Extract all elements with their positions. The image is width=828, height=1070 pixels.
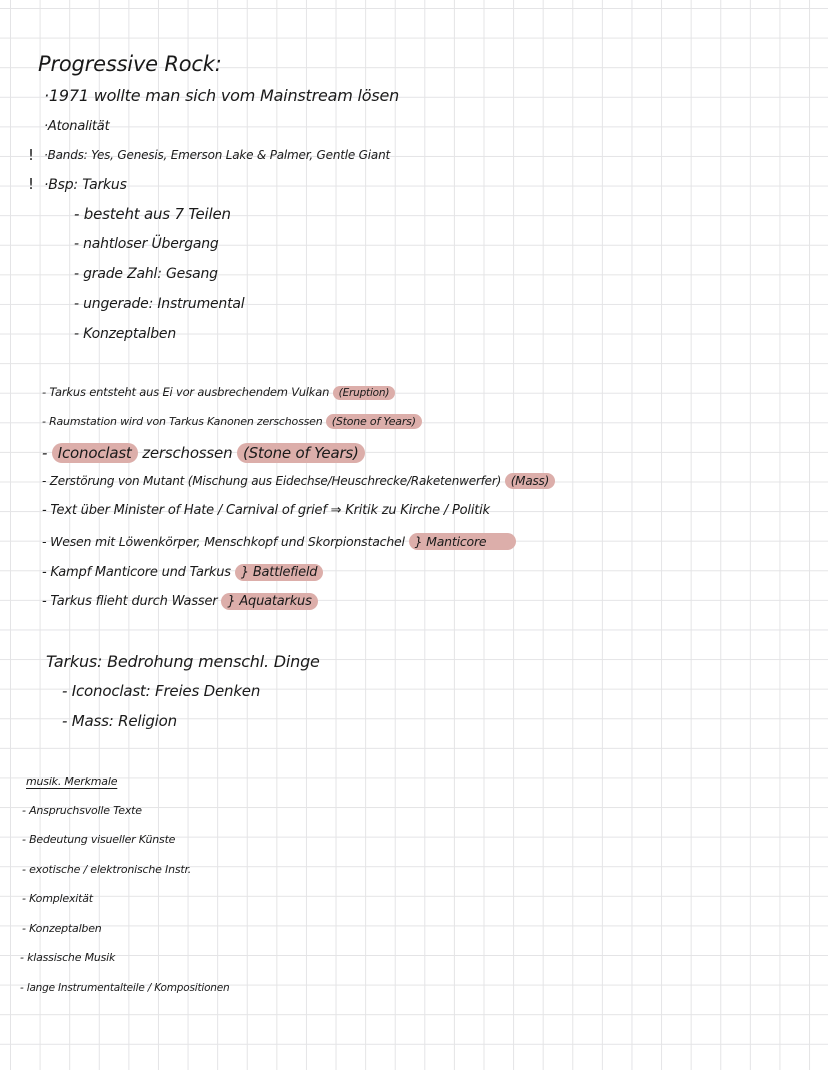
story-text: - Kampf Manticore und Tarkus xyxy=(42,565,231,580)
story-tag-highlight: (Eruption) xyxy=(333,386,396,400)
intro-line-2: ·Atonalität xyxy=(44,119,110,134)
story-line-7 xyxy=(42,566,323,579)
music-item-3: - exotische / elektronische Instr. xyxy=(22,863,192,876)
story-line-3 xyxy=(42,446,365,461)
story-tag-highlight: } Manticore xyxy=(409,533,517,550)
tarkus-point-5: - Konzeptalben xyxy=(74,326,177,342)
story-text: - Text über Minister of Hate / Carnival of grief ⇒ Kritik zu Kirche / Politik xyxy=(42,503,490,518)
iconoclast-highlight: Iconoclast xyxy=(52,443,138,463)
music-item-1: - Anspruchsvolle Texte xyxy=(22,804,142,817)
intro-line-4: ·Bsp: Tarkus xyxy=(44,177,127,193)
story-text: zerschossen xyxy=(137,444,233,462)
music-heading: musik. Merkmale xyxy=(26,775,118,788)
story-line-8 xyxy=(42,595,318,608)
story-text: - Tarkus flieht durch Wasser xyxy=(42,594,218,609)
music-item-5: - Konzeptalben xyxy=(22,922,102,935)
story-tag-highlight: } Aquatarkus xyxy=(221,593,317,610)
story-prefix: - xyxy=(42,444,52,462)
music-item-7: - lange Instrumentalteile / Kompositionen xyxy=(20,982,230,994)
story-text: - Zerstörung von Mutant (Mischung aus Eidechse/Heuschrecke/Raketenwerfer) xyxy=(42,474,502,488)
music-item-2: - Bedeutung visueller Künste xyxy=(22,833,176,846)
story-text: - Raumstation wird von Tarkus Kanonen zerschossen xyxy=(42,415,323,428)
intro-line-1: ·1971 wollte man sich vom Mainstream lösen xyxy=(44,86,400,105)
tarkus-point-3: - grade Zahl: Gesang xyxy=(74,266,218,282)
summary-heading: Tarkus: Bedrohung menschl. Dinge xyxy=(46,652,320,671)
story-text: - Tarkus entsteht aus Ei vor ausbrechendem Vulkan xyxy=(42,385,330,399)
story-tag-highlight: (Stone of Years) xyxy=(326,414,422,429)
story-tag-highlight: } Battlefield xyxy=(235,564,324,581)
story-line-6 xyxy=(42,536,516,549)
summary-item-1: - Iconoclast: Freies Denken xyxy=(62,682,261,700)
story-text: - Wesen mit Löwenkörper, Menschkopf und Skorpionstachel xyxy=(42,534,405,549)
story-line-1 xyxy=(42,387,395,399)
intro-line-3: ·Bands: Yes, Genesis, Emerson Lake & Palmer, Gentle Giant xyxy=(44,148,390,162)
music-item-6: - klassische Musik xyxy=(20,951,116,964)
summary-item-2: - Mass: Religion xyxy=(62,712,177,730)
page-title: Progressive Rock: xyxy=(38,52,222,76)
music-item-4: - Komplexität xyxy=(22,892,93,905)
story-line-2 xyxy=(42,416,422,427)
story-line-5 xyxy=(42,504,490,517)
story-tag-highlight: (Mass) xyxy=(505,473,555,489)
tarkus-point-1: - besteht aus 7 Teilen xyxy=(74,205,231,223)
story-tag-highlight: (Stone of Years) xyxy=(237,443,365,463)
tarkus-point-2: - nahtloser Übergang xyxy=(74,236,219,252)
tarkus-point-4: - ungerade: Instrumental xyxy=(74,296,245,312)
exclamation-mark-2: ! xyxy=(28,175,35,193)
story-line-4 xyxy=(42,475,555,487)
exclamation-mark-1: ! xyxy=(28,146,35,164)
